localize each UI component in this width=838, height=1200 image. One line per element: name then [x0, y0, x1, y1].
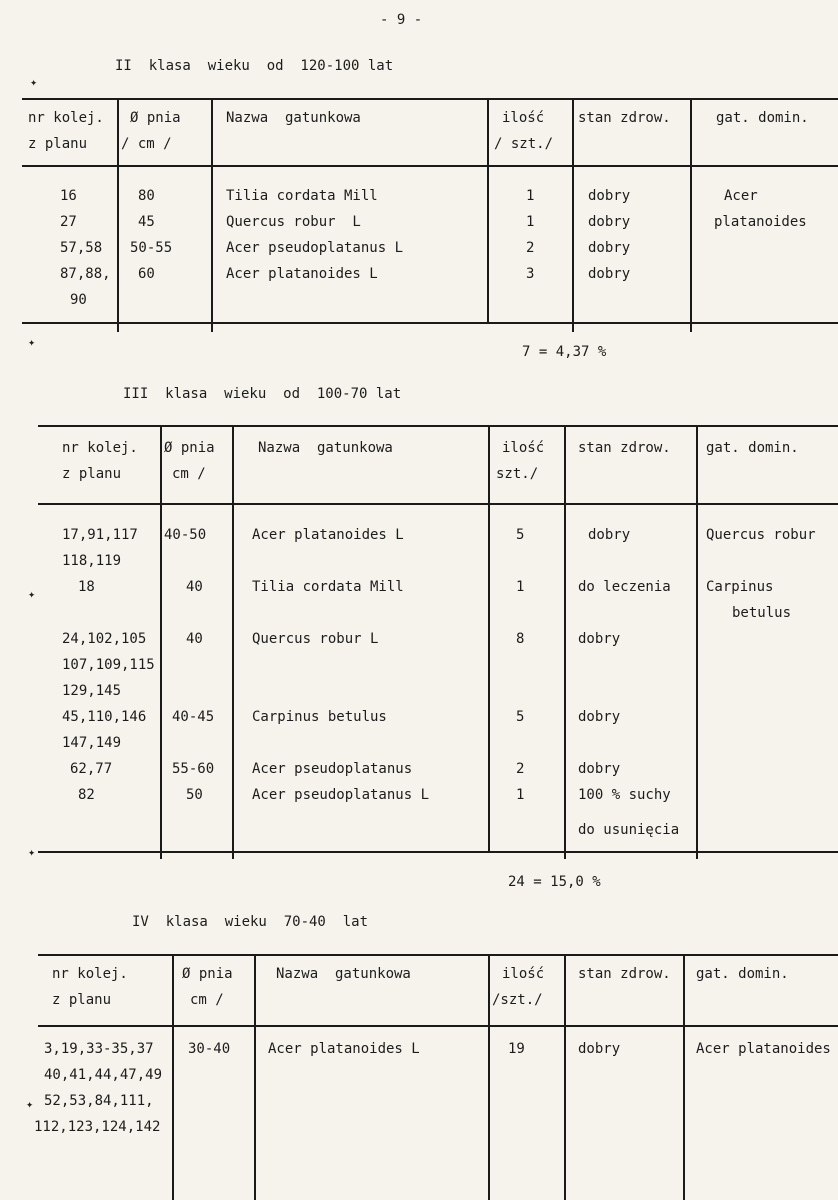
margin-mark: ✦ — [28, 845, 36, 859]
cell-species: Acer pseudoplatanus — [252, 761, 413, 777]
header-diameter-unit: / cm / — [121, 136, 172, 152]
header-dominant: gat. domin. — [696, 966, 789, 982]
cell-nr: 45,110,146 — [62, 709, 147, 725]
section-title-iii: III klasa wieku od 100-70 lat — [123, 386, 402, 402]
cell-health: dobry — [588, 214, 631, 230]
cell-nr: 27 — [60, 214, 77, 230]
cell-health: dobry — [578, 761, 621, 777]
cell-diameter: 50-55 — [130, 240, 173, 256]
cell-species: Acer pseudoplatanus L — [252, 787, 430, 803]
cell-quantity: 8 — [516, 631, 525, 647]
header-nr: nr kolej. — [62, 440, 138, 456]
cell-quantity: 5 — [516, 527, 525, 543]
header-quantity: ilość — [502, 110, 545, 126]
cell-quantity: 5 — [516, 709, 525, 725]
margin-mark: ✦ — [30, 75, 38, 89]
cell-diameter: 40-50 — [164, 527, 207, 543]
cell-diameter: 55-60 — [172, 761, 215, 777]
cell-nr: 147,149 — [62, 735, 122, 751]
section-summary: 7 = 4,37 % — [522, 344, 607, 360]
column-divider — [564, 956, 566, 1200]
header-nr-sub: z planu — [28, 136, 88, 152]
cell-nr: 129,145 — [62, 683, 122, 699]
header-quantity-unit: /szt./ — [492, 992, 543, 1008]
cell-quantity: 1 — [516, 579, 525, 595]
cell-dominant: betulus — [732, 605, 792, 621]
header-quantity: ilość — [502, 440, 545, 456]
header-nr-sub: z planu — [52, 992, 112, 1008]
table-header-rule — [38, 503, 838, 505]
cell-nr: 57,58 — [60, 240, 103, 256]
page-number: - 9 - — [380, 12, 423, 28]
cell-species: Acer platanoides L — [252, 527, 404, 543]
cell-diameter: 50 — [186, 787, 203, 803]
column-divider — [572, 100, 574, 332]
cell-dominant: platanoides — [714, 214, 807, 230]
cell-health: 100 % suchy — [578, 787, 671, 803]
column-divider — [487, 100, 489, 322]
table-top-rule — [38, 954, 838, 956]
cell-health: dobry — [578, 1041, 621, 1057]
cell-nr: 112,123,124,142 — [34, 1119, 161, 1135]
header-diameter: Ø pnia — [182, 966, 233, 982]
cell-nr: 90 — [70, 292, 87, 308]
header-diameter-unit: cm / — [190, 992, 224, 1008]
cell-dominant: Acer platanoides — [696, 1041, 831, 1057]
header-species: Nazwa gatunkowa — [276, 966, 411, 982]
cell-nr: 118,119 — [62, 553, 122, 569]
cell-nr: 40,41,44,47,49 — [44, 1067, 163, 1083]
cell-nr: 52,53,84,111, — [44, 1093, 154, 1109]
column-divider — [683, 956, 685, 1200]
cell-nr: 82 — [78, 787, 95, 803]
cell-quantity: 1 — [516, 787, 525, 803]
table-header-rule — [38, 1025, 838, 1027]
column-divider — [564, 427, 566, 859]
column-divider — [211, 100, 213, 332]
cell-health: dobry — [588, 527, 631, 543]
cell-nr: 17,91,117 — [62, 527, 138, 543]
column-divider — [232, 427, 234, 859]
cell-species: Acer platanoides L — [226, 266, 378, 282]
cell-quantity: 1 — [526, 188, 535, 204]
cell-species: Tilia cordata Mill — [226, 188, 378, 204]
cell-quantity: 19 — [508, 1041, 525, 1057]
cell-health: dobry — [578, 709, 621, 725]
header-quantity-unit: / szt./ — [494, 136, 554, 152]
table-bottom-rule — [22, 322, 838, 324]
cell-diameter: 45 — [138, 214, 155, 230]
cell-species: Quercus robur L — [252, 631, 379, 647]
column-divider — [696, 427, 698, 859]
cell-quantity: 2 — [526, 240, 535, 256]
cell-diameter: 40 — [186, 579, 203, 595]
cell-diameter: 40-45 — [172, 709, 215, 725]
cell-nr: 62,77 — [70, 761, 113, 777]
margin-mark: ✦ — [28, 335, 36, 349]
header-quantity-unit: szt./ — [496, 466, 539, 482]
table-bottom-rule — [38, 851, 838, 853]
cell-species: Acer pseudoplatanus L — [226, 240, 404, 256]
cell-nr: 24,102,105 — [62, 631, 147, 647]
cell-quantity: 1 — [526, 214, 535, 230]
section-title-ii: II klasa wieku od 120-100 lat — [115, 58, 394, 74]
cell-species: Carpinus betulus — [252, 709, 387, 725]
cell-nr: 87,88, — [60, 266, 111, 282]
cell-health: dobry — [588, 266, 631, 282]
header-diameter: Ø pnia — [130, 110, 181, 126]
cell-diameter: 80 — [138, 188, 155, 204]
cell-quantity: 2 — [516, 761, 525, 777]
table-top-rule — [22, 98, 838, 100]
cell-species: Quercus robur L — [226, 214, 361, 230]
header-nr: nr kolej. — [52, 966, 128, 982]
cell-quantity: 3 — [526, 266, 535, 282]
cell-health: do leczenia — [578, 579, 671, 595]
header-dominant: gat. domin. — [716, 110, 809, 126]
header-nr: nr kolej. — [28, 110, 104, 126]
header-health: stan zdrow. — [578, 966, 671, 982]
cell-nr: 18 — [78, 579, 95, 595]
cell-health: do usunięcia — [578, 822, 680, 838]
cell-dominant: Carpinus — [706, 579, 774, 595]
table-header-rule — [22, 165, 838, 167]
cell-diameter: 40 — [186, 631, 203, 647]
header-diameter-unit: cm / — [172, 466, 206, 482]
cell-health: dobry — [578, 631, 621, 647]
cell-nr: 3,19,33-35,37 — [44, 1041, 154, 1057]
cell-nr: 107,109,115 — [62, 657, 155, 673]
cell-health: dobry — [588, 240, 631, 256]
cell-diameter: 60 — [138, 266, 155, 282]
column-divider — [160, 427, 162, 859]
column-divider — [254, 956, 256, 1200]
header-health: stan zdrow. — [578, 440, 671, 456]
header-dominant: gat. domin. — [706, 440, 799, 456]
margin-mark: ✦ — [26, 1097, 34, 1111]
cell-diameter: 30-40 — [188, 1041, 231, 1057]
column-divider — [172, 956, 174, 1200]
section-title-iv: IV klasa wieku 70-40 lat — [132, 914, 369, 930]
cell-health: dobry — [588, 188, 631, 204]
header-species: Nazwa gatunkowa — [226, 110, 361, 126]
cell-nr: 16 — [60, 188, 77, 204]
column-divider — [690, 100, 692, 332]
column-divider — [117, 100, 119, 332]
column-divider — [488, 427, 490, 851]
cell-species: Acer platanoides L — [268, 1041, 420, 1057]
margin-mark: ✦ — [28, 587, 36, 601]
column-divider — [488, 956, 490, 1200]
cell-dominant: Acer — [724, 188, 758, 204]
header-quantity: ilość — [502, 966, 545, 982]
header-nr-sub: z planu — [62, 466, 122, 482]
header-health: stan zdrow. — [578, 110, 671, 126]
cell-dominant: Quercus robur — [706, 527, 816, 543]
section-summary: 24 = 15,0 % — [508, 874, 601, 890]
table-top-rule — [38, 425, 838, 427]
cell-species: Tilia cordata Mill — [252, 579, 404, 595]
header-diameter: Ø pnia — [164, 440, 215, 456]
header-species: Nazwa gatunkowa — [258, 440, 393, 456]
